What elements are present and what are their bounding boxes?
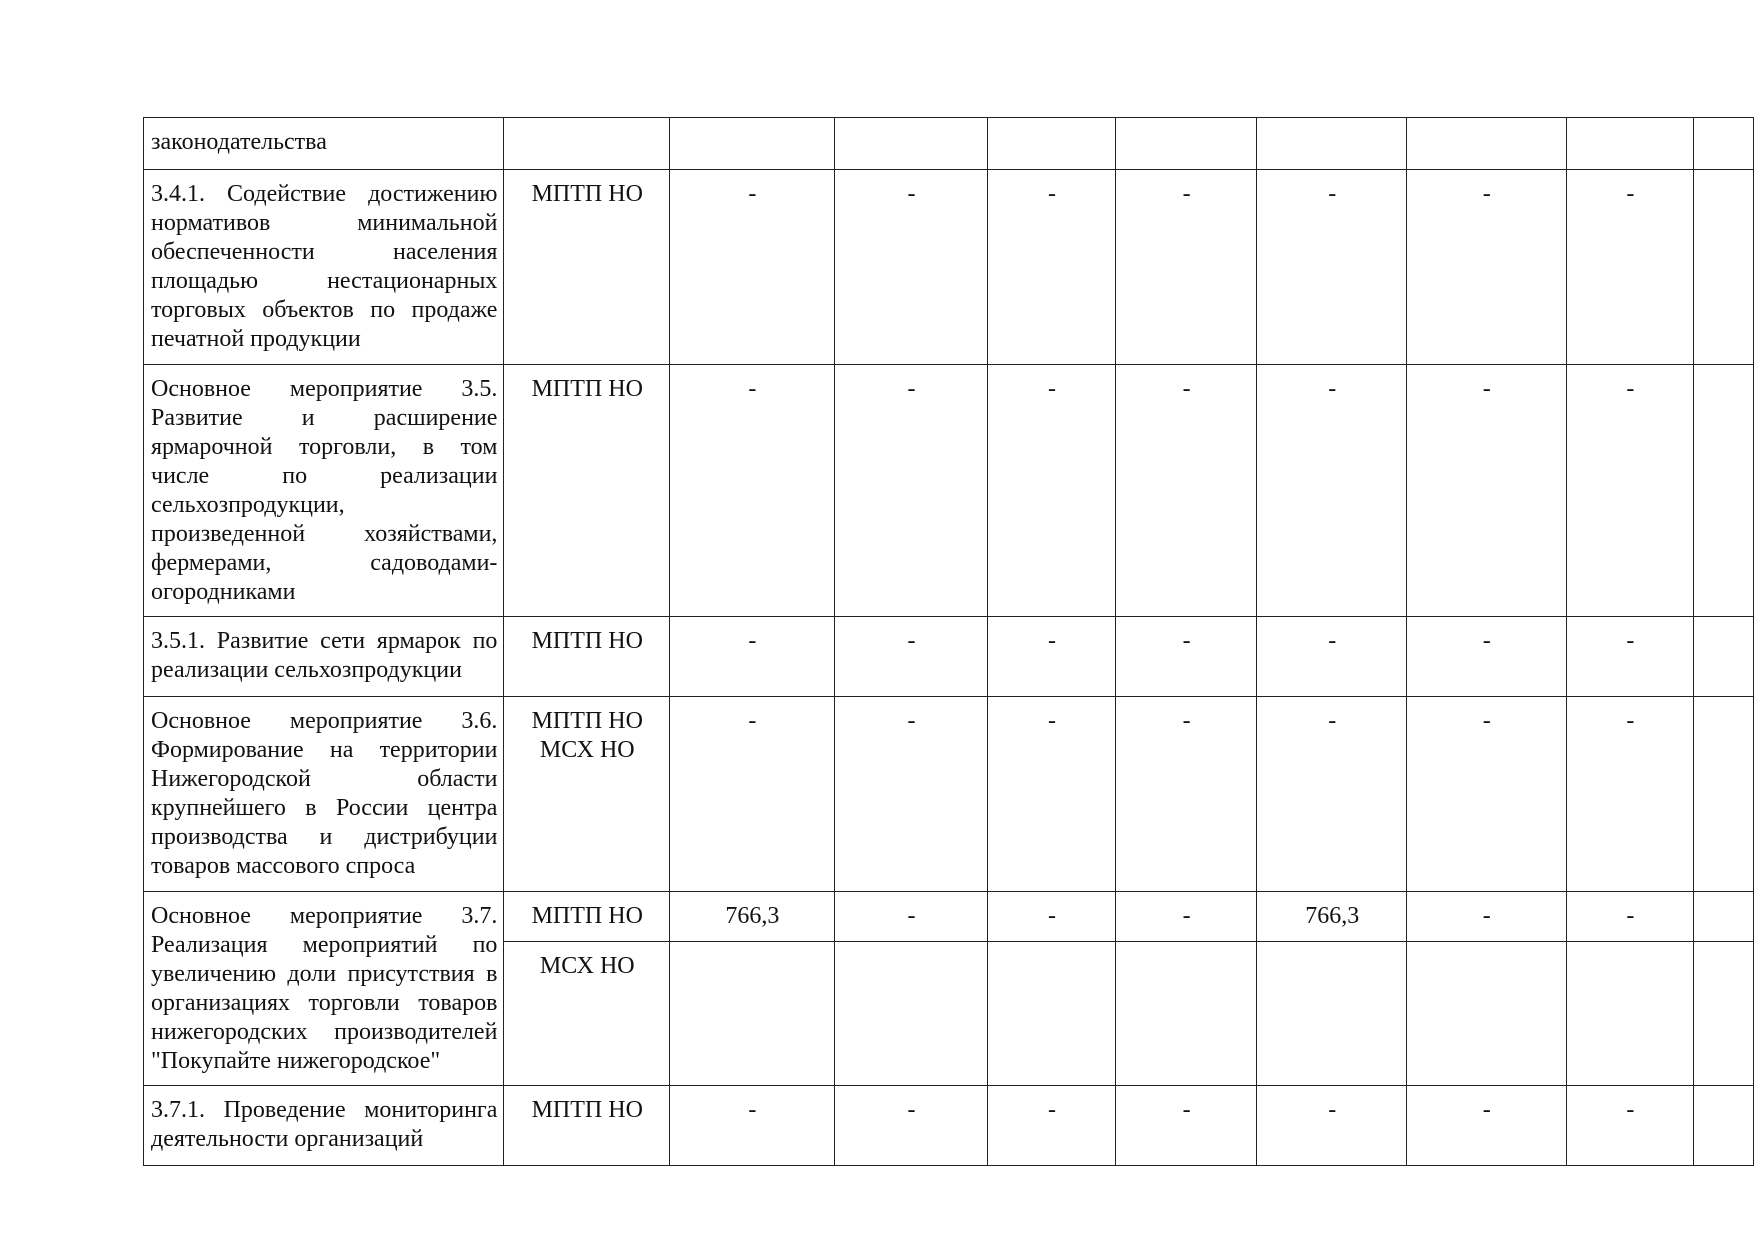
value-cell [1694, 365, 1754, 617]
value-cell: - [988, 365, 1116, 617]
executor-name: МПТП НО [531, 181, 643, 207]
value-cell: - [1566, 365, 1694, 617]
value-cell: - [1566, 170, 1694, 365]
value-cell: - [670, 170, 835, 365]
value-cell [1407, 118, 1566, 170]
executor-cell [504, 365, 670, 617]
executor-name: МПТП НО [531, 376, 643, 402]
executor-cell [504, 170, 670, 365]
value-cell: - [1115, 617, 1257, 697]
value-cell [670, 118, 835, 170]
value-cell: 766,3 [670, 892, 835, 942]
table-row [144, 697, 1754, 892]
value-cell: - [670, 617, 835, 697]
value-cell: - [1257, 697, 1407, 892]
value-cell: - [834, 697, 988, 892]
value-cell [834, 942, 988, 1086]
value-cell [1566, 118, 1694, 170]
value-cell: - [834, 365, 988, 617]
value-cell: - [1407, 1086, 1566, 1166]
value-cell [1407, 942, 1566, 1086]
value-cell: - [670, 365, 835, 617]
activity-description: Основное мероприятие 3.5. Развитие и расширение ярмарочной торговли, в том числе по реализации сельхозпродукции, произведенной хозяйствами, фермерами, садоводами-огородниками [144, 365, 504, 617]
value-cell [670, 942, 835, 1086]
table-row [144, 617, 1754, 697]
value-cell: - [1257, 365, 1407, 617]
value-cell: - [1407, 365, 1566, 617]
value-cell: - [1257, 617, 1407, 697]
value-cell: - [834, 892, 988, 942]
value-cell [1694, 118, 1754, 170]
value-cell: - [1407, 892, 1566, 942]
value-cell: - [988, 617, 1116, 697]
value-cell: - [988, 170, 1116, 365]
activity-description: 3.5.1. Развитие сети ярмарок по реализации сельхозпродукции [144, 617, 504, 697]
value-cell [1257, 942, 1407, 1086]
executor-cell [504, 118, 670, 170]
value-cell: - [834, 1086, 988, 1166]
value-cell: - [1566, 1086, 1694, 1166]
executor-cell [504, 892, 670, 942]
value-cell [1694, 170, 1754, 365]
value-cell [1257, 118, 1407, 170]
value-cell [1115, 118, 1257, 170]
executor-cell [504, 617, 670, 697]
value-cell [988, 942, 1116, 1086]
table-row [144, 1086, 1754, 1166]
activity-description: законодательства [144, 118, 504, 170]
executor-cell [504, 1086, 670, 1166]
program-activities-table [143, 117, 1754, 1166]
value-cell [1694, 617, 1754, 697]
value-cell: - [1115, 697, 1257, 892]
executor-cell [504, 697, 670, 892]
value-cell: - [670, 697, 835, 892]
value-cell [1694, 697, 1754, 892]
activity-description: 3.4.1. Содействие достижению нормативов минимальной обеспеченности населения площадью нестационарных торговых объектов по продаже печатной продукции [144, 170, 504, 365]
value-cell: - [834, 170, 988, 365]
value-cell [1694, 942, 1754, 1086]
value-cell: - [834, 617, 988, 697]
value-cell: - [670, 1086, 835, 1166]
value-cell: - [1407, 170, 1566, 365]
table-row [144, 118, 1754, 170]
value-cell: - [988, 892, 1116, 942]
value-cell: - [1566, 617, 1694, 697]
value-cell: - [988, 697, 1116, 892]
executor-name: МСХ НО [539, 953, 635, 979]
value-cell [1115, 942, 1257, 1086]
table-row [144, 892, 1754, 942]
executor-name: МПТП НО [531, 708, 643, 734]
value-cell: - [1566, 892, 1694, 942]
executor-name: МПТП НО [531, 903, 643, 929]
value-cell [1694, 892, 1754, 942]
value-cell [1566, 942, 1694, 1086]
executor-name: МПТП НО [531, 628, 643, 654]
table-row [144, 170, 1754, 365]
value-cell: - [988, 1086, 1116, 1166]
executor-name: МПТП НО [531, 1097, 643, 1123]
activity-description: Основное мероприятие 3.7. Реализация мероприятий по увеличению доли присутствия в организациях торговли товаров нижегородских производителей "Покупайте нижегородское" [144, 892, 504, 1086]
executor-cell [504, 942, 670, 1086]
value-cell: - [1115, 365, 1257, 617]
value-cell: - [1407, 617, 1566, 697]
value-cell: - [1407, 697, 1566, 892]
activity-description: 3.7.1. Проведение мониторинга деятельности организаций [144, 1086, 504, 1166]
value-cell: - [1257, 1086, 1407, 1166]
value-cell: - [1115, 170, 1257, 365]
value-cell: - [1115, 892, 1257, 942]
executor-name: МСХ НО [539, 737, 635, 763]
value-cell: - [1115, 1086, 1257, 1166]
value-cell: - [1566, 697, 1694, 892]
activity-description: Основное мероприятие 3.6. Формирование на территории Нижегородской области крупнейшего в России центра производства и дистрибуции товаров массового спроса [144, 697, 504, 892]
value-cell [988, 118, 1116, 170]
value-cell [834, 118, 988, 170]
value-cell [1694, 1086, 1754, 1166]
value-cell: 766,3 [1257, 892, 1407, 942]
value-cell: - [1257, 170, 1407, 365]
table-row [144, 365, 1754, 617]
